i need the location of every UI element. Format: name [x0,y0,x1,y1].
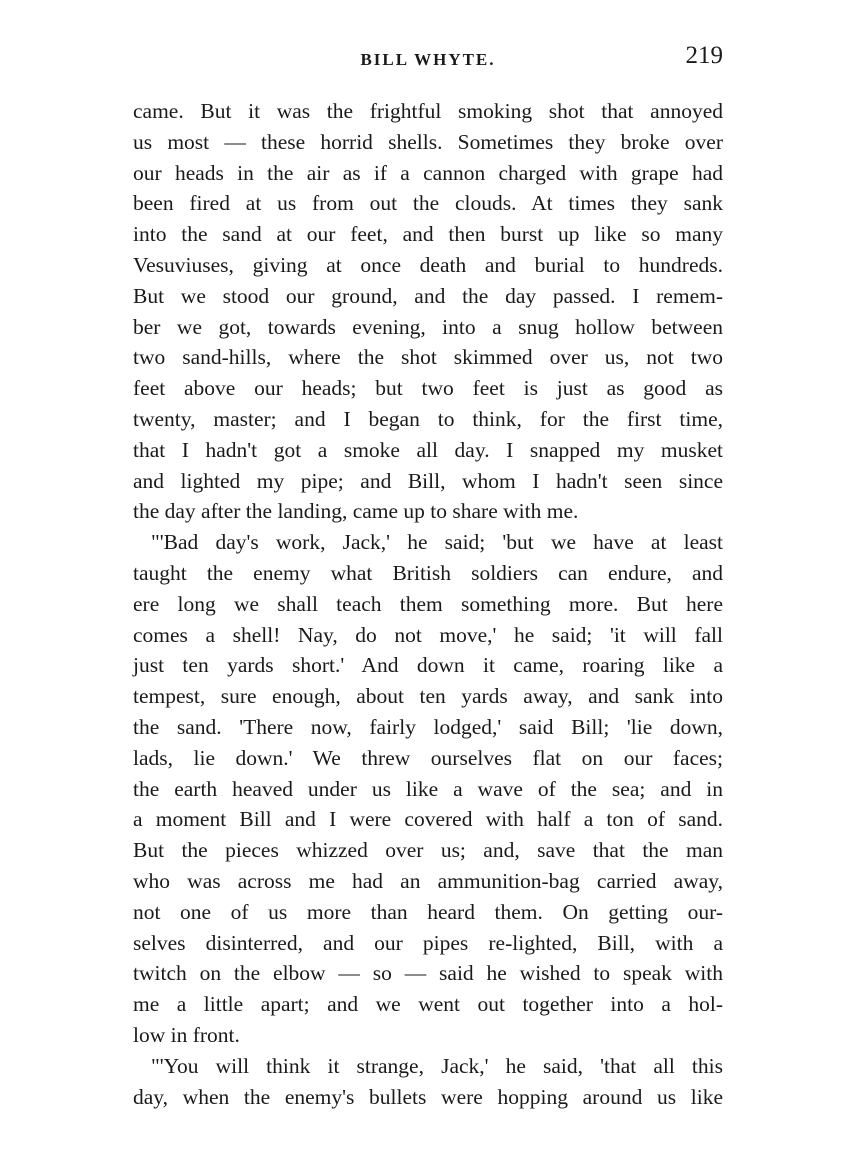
text-line: tempest, sure enough, about ten yards away, and sank into [133,684,723,709]
text-line: the day after the landing, came up to share with me. [133,499,579,524]
page-number: 219 [685,42,723,69]
text-line: twitch on the elbow — so — said he wished to speak with [133,961,723,986]
text-line: a moment Bill and I were covered with half a ton of sand. [133,807,723,832]
text-line: that I hadn't got a smoke all day. I snapped my musket [133,437,723,462]
text-line: low in front. [133,1022,240,1047]
text-line: taught the enemy what British soldiers can endure, and [133,560,723,585]
text-line: "'You will think it strange, Jack,' he said, 'that all this [151,1053,723,1078]
text-line: twenty, master; and I began to think, for the first time, [133,406,723,431]
text-line: ber we got, towards evening, into a snug hollow between [133,314,723,339]
running-title: BILL WHYTE. [360,50,496,69]
text-line: into the sand at our feet, and then burst up like so many [133,222,723,247]
text-line: our heads in the air as if a cannon charged with grape had [133,160,723,185]
text-line: and lighted my pipe; and Bill, whom I hadn't seen since [133,468,723,493]
text-line: who was across me had an ammunition-bag carried away, [133,868,723,893]
text-line: "'Bad day's work, Jack,' he said; 'but we have at least [151,530,723,555]
text-line: lads, lie down.' We threw ourselves flat on our faces; [133,745,723,770]
text-line: comes a shell! Nay, do not move,' he said; 'it will fall [133,622,723,647]
text-line: came. But it was the frightful smoking shot that annoyed [133,99,723,123]
text-line: But we stood our ground, and the day passed. I remem- [133,283,723,308]
text-line: ere long we shall teach them something more. But here [133,591,723,616]
text-line: the earth heaved under us like a wave of the sea; and in [133,776,723,801]
text-line: day, when the enemy's bullets were hopping around us like [133,1084,723,1109]
text-line: selves disinterred, and our pipes re-lighted, Bill, with a [133,930,723,955]
text-line: feet above our heads; but two feet is just as good as [133,376,723,401]
text-line: just ten yards short.' And down it came, roaring like a [133,653,723,678]
text-line: not one of us more than heard them. On getting our- [133,899,723,924]
text-line: me a little apart; and we went out together into a hol- [133,992,723,1017]
text-line: the sand. 'There now, fairly lodged,' said Bill; 'lie down, [133,714,723,739]
text-line: been fired at us from out the clouds. At times they sank [133,191,723,216]
text-line: But the pieces whizzed over us; and, save that the man [133,838,723,863]
text-line: Vesuviuses, giving at once death and burial to hundreds. [133,252,723,277]
text-line: two sand-hills, where the shot skimmed over us, not two [133,345,723,370]
text-line: us most — these horrid shells. Sometimes they broke over [133,129,723,154]
body-text [133,96,723,1112]
running-head [133,40,723,80]
